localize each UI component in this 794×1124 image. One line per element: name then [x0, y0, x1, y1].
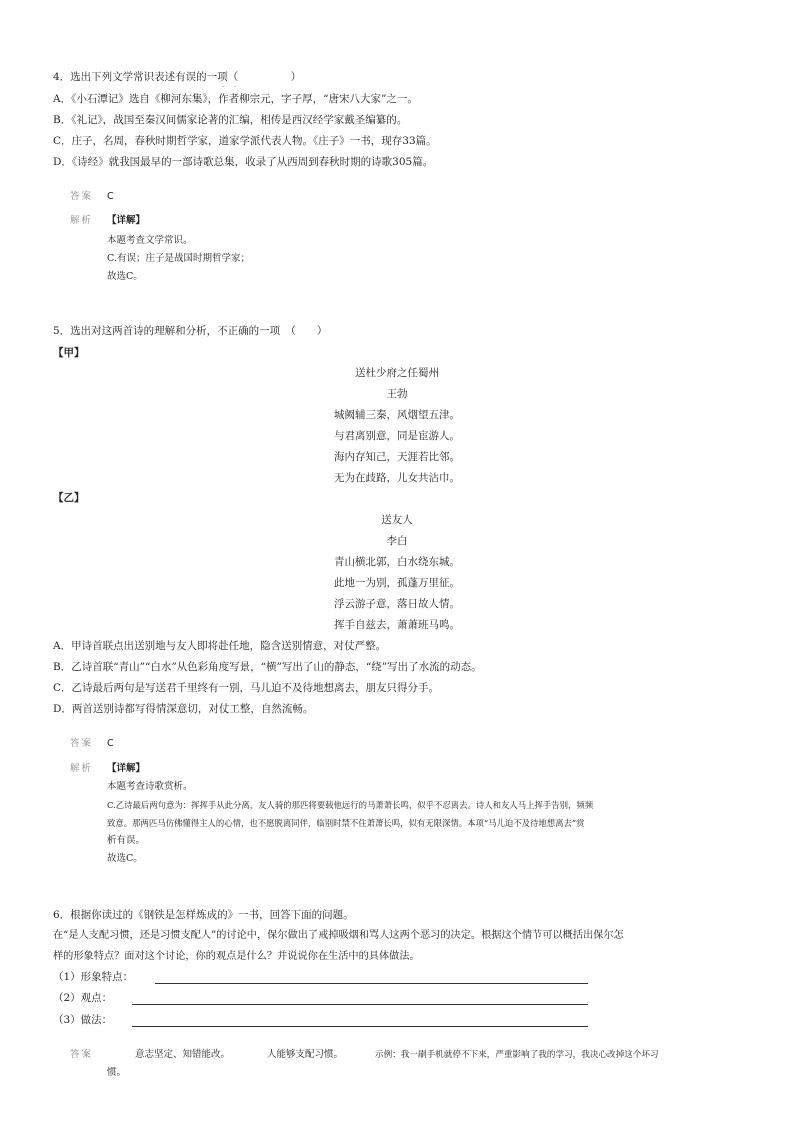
answer-blank-trait[interactable] [155, 983, 588, 984]
poem1-title: 送杜少府之任蜀州 [355, 367, 439, 379]
q4-option-b: B．《礼记》，战国至秦汉间儒家论著的汇编，相传是西汉经学家戴圣编纂的。 [53, 114, 408, 126]
answer-blank-action[interactable] [132, 1026, 588, 1027]
poem2-author: 李白 [386, 535, 408, 547]
q5-option-b: B．乙诗首联“青山”“白水”从色彩角度写景，“横”写出了山的静态，“绕”写出了水流的动态。 [53, 661, 482, 673]
poem1-line: 海内存知己，天涯若比邻。 [334, 451, 460, 463]
q5-option-c: C．乙诗最后两句是写送君千里终有一别，马儿迫不及待地想离去，朋友只得分手。 [53, 682, 440, 694]
q4-stem: 4．选出下列文学常识表述有误的一项（ ） [53, 71, 302, 83]
answer-value: C [107, 738, 114, 749]
q6-body: 样的形象特点？面对这个讨论，你的观点是什么？并说说你在生活中的具体做法。 [53, 951, 420, 962]
q4-option-d: D．《诗经》就我国最早的一部诗歌总集，收录了从西周到春秋时期的诗歌305篇。 [53, 156, 434, 168]
blank-label-trait: （1）形象特点： [53, 971, 134, 983]
poem-tag-jia: 【甲】 [53, 347, 85, 359]
poem2-title: 送友人 [381, 514, 413, 526]
poem-tag-yi: 【乙】 [53, 492, 85, 504]
poem2-line: 此地一为别，孤蓬万里征。 [334, 577, 460, 589]
poem2-line: 挥手自兹去，萧萧班马鸣。 [334, 619, 460, 631]
q6-body: 在“是人支配习惯，还是习惯支配人”的讨论中，保尔做出了戒掉吸烟和骂人这两个恶习的决定。根据这个情节可以概括出保尔怎 [53, 930, 624, 941]
poem1-author: 王勃 [386, 388, 408, 400]
analysis-line: 本题考查文学常识。 [107, 235, 193, 246]
analysis-line: 致意。那两匹马仿佛懂得主人的心情，也不愿脱离同伴，临别时禁不住萧萧长鸣，似有无限深情。本项“马儿迫不及待地想离去”赏 [107, 818, 585, 828]
answer-value: C [107, 191, 114, 202]
answer-label: 答案 [70, 191, 94, 202]
analysis-label: 解析 [70, 763, 94, 774]
answer-action: 示例：我一刷手机就停不下来，严重影响了我的学习，我决心改掉这个坏习 [375, 1050, 659, 1060]
answer-label: 答案 [70, 1049, 94, 1060]
poem1-line: 与君离别意，同是宦游人。 [334, 430, 460, 442]
analysis-line: 【详解】 [107, 763, 146, 774]
q6-stem: 6．根据你读过的《钢铁是怎样炼成的》一书，回答下面的问题。 [53, 909, 354, 921]
poem2-line: 浮云游子意，落日故人情。 [334, 598, 460, 610]
emphasis-dot: · [222, 84, 224, 91]
answer-action-tail: 惯。 [107, 1067, 127, 1078]
poem2-line: 青山横北郭，白水绕东城。 [334, 556, 460, 568]
q4-option-a: A．《小石潭记》选自《柳河东集》，作者柳宗元，字子厚，“唐宋八大家”之一。 [53, 93, 418, 105]
analysis-line: 【详解】 [107, 215, 146, 226]
poem1-line: 城阙辅三秦，风烟望五津。 [334, 409, 460, 421]
q5-stem: 5．选出对这两首诗的理解和分析，不正确的一项 （ ） [53, 325, 328, 337]
q5-option-a: A．甲诗首联点出送别地与友人即将赴任地，隐含送别情意，对仗严整。 [53, 640, 387, 652]
analysis-line: C.乙诗最后两句意为：挥挥手从此分离，友人骑的那匹将要载他远行的马萧萧长鸣，似乎不忍离去。诗人和友人马上挥手告别，频频 [107, 800, 594, 810]
analysis-line: C.有误；庄子是战国时期哲学家； [107, 253, 250, 264]
analysis-line: 故选C。 [107, 271, 143, 282]
blank-label-action: （3）做法： [53, 1014, 113, 1026]
blank-label-view: （2）观点： [53, 992, 113, 1004]
answer-blank-view[interactable] [132, 1004, 588, 1005]
analysis-line: 析有误。 [107, 835, 146, 846]
q5-option-d: D．两首送别诗都写得情深意切，对仗工整，自然流畅。 [53, 703, 314, 715]
analysis-line: 本题考查诗歌赏析。 [107, 781, 193, 792]
q4-option-c: C．庄子，名周，春秋时期哲学家，道家学派代表人物。《庄子》一书，现存33篇。 [53, 135, 437, 147]
answer-view: 人能够支配习惯。 [267, 1049, 344, 1060]
answer-trait: 意志坚定、知错能改。 [135, 1049, 231, 1060]
emphasis-dot: · [234, 84, 236, 91]
poem1-line: 无为在歧路，儿女共沾巾。 [334, 472, 460, 484]
answer-label: 答案 [70, 738, 94, 749]
analysis-line: 故选C。 [107, 853, 143, 864]
analysis-label: 解析 [70, 215, 94, 226]
